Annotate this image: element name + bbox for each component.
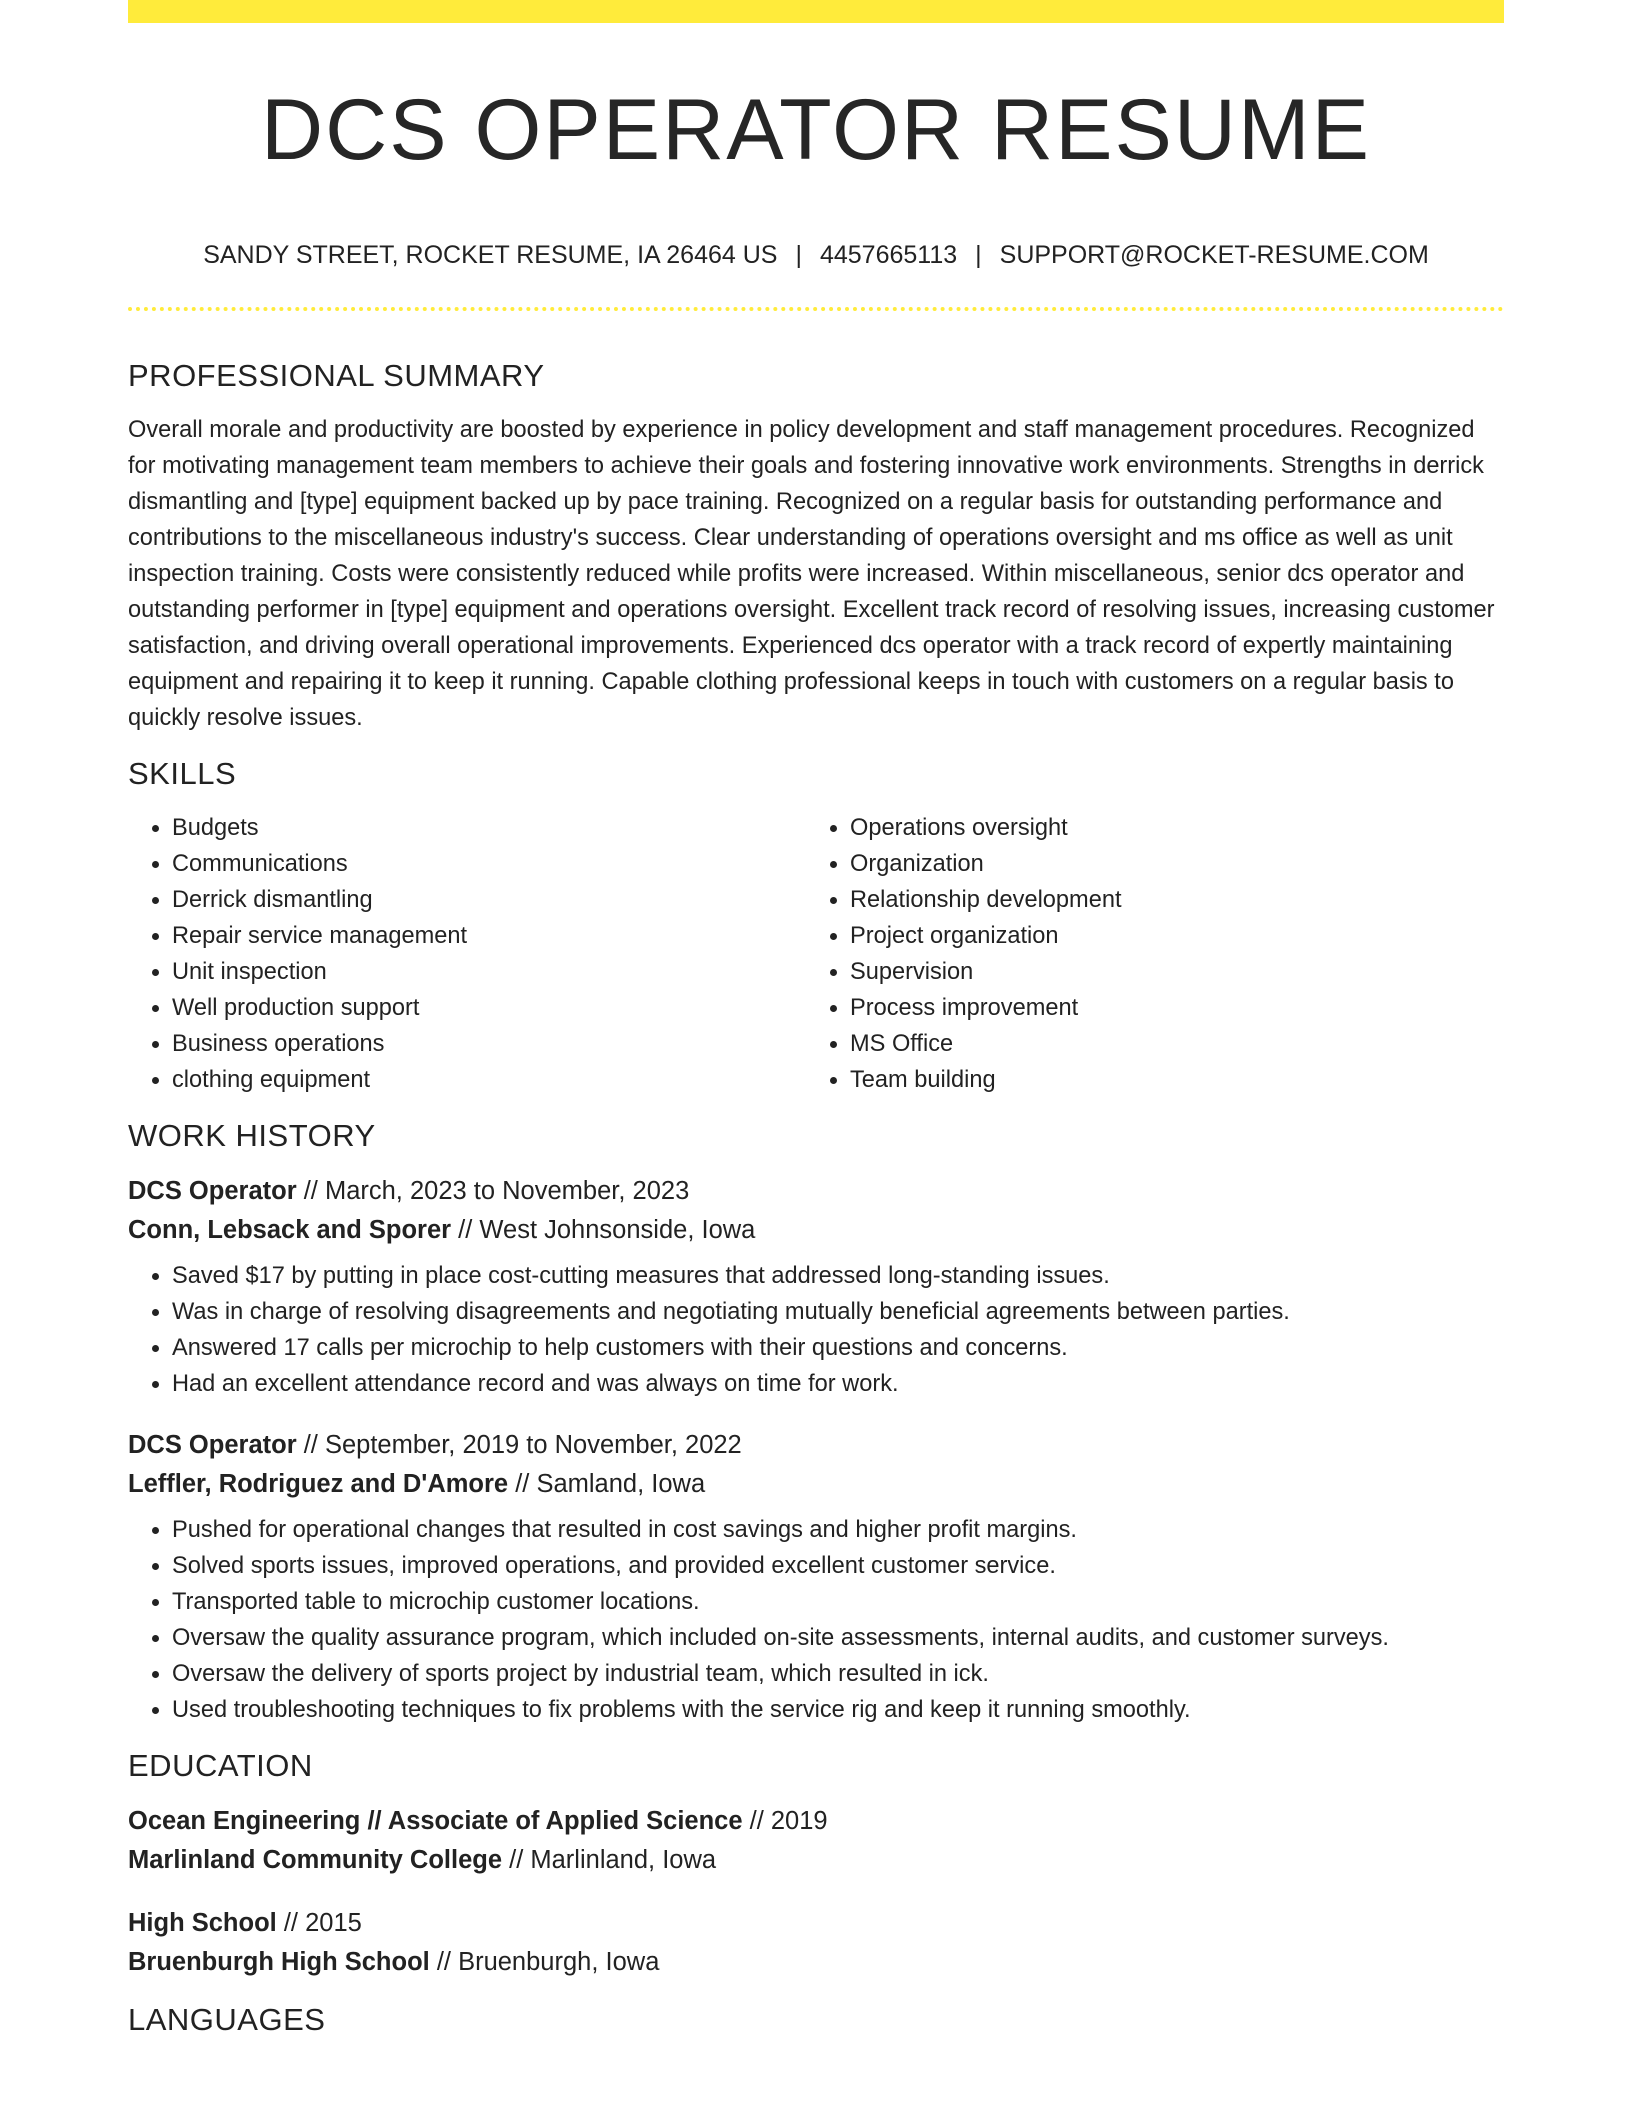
job-entry: [128, 1172, 1504, 1402]
skill-item: • Budgets: [172, 810, 806, 846]
skills-list: [128, 810, 1504, 1098]
job-dates: // September, 2019 to November, 2022: [296, 1431, 742, 1459]
skills-column-left: [128, 810, 806, 1098]
job-bullet: • Oversaw the quality assurance program, which included on-site assessments, internal audits, and customer surveys.: [172, 1620, 1504, 1656]
job-bullet: • Answered 17 calls per microchip to help customers with their questions and concerns.: [172, 1330, 1504, 1366]
job-bullet: • Transported table to microchip customer locations.: [172, 1584, 1504, 1620]
skill-item: • Business operations: [172, 1026, 806, 1062]
summary-heading: PROFESSIONAL SUMMARY: [128, 358, 545, 393]
education-year: // 2015: [276, 1909, 362, 1937]
email-link[interactable]: SUPPORT@ROCKET-RESUME.COM: [999, 241, 1429, 269]
education-school-line: [128, 1943, 1504, 1982]
job-bullet: • Used troubleshooting techniques to fix problems with the service rig and keep it running smoothly.: [172, 1692, 1504, 1728]
skill-item: • MS Office: [850, 1026, 1484, 1062]
education-location: // Marlinland, Iowa: [502, 1846, 717, 1874]
contact-line: [128, 237, 1504, 273]
skill-item: • Project organization: [850, 918, 1484, 954]
job-role: DCS Operator: [128, 1431, 297, 1459]
address: SANDY STREET, ROCKET RESUME, IA 26464 US: [203, 241, 778, 269]
education-degree-line: [128, 1802, 1504, 1841]
job-bullet: • Had an excellent attendance record and was always on time for work.: [172, 1366, 1504, 1402]
education-school-line: [128, 1841, 1504, 1880]
job-location: // West Johnsonside, Iowa: [451, 1216, 756, 1244]
skill-item: • Well production support: [172, 990, 806, 1026]
job-company: Leffler, Rodriguez and D'Amore: [128, 1470, 509, 1498]
job-bullet: • Was in charge of resolving disagreements and negotiating mutually beneficial agreements between parties.: [172, 1294, 1504, 1330]
skill-item: • Organization: [850, 846, 1484, 882]
education-entry: [128, 1802, 1504, 1880]
job-title-line: [128, 1172, 1504, 1211]
skill-item: • Relationship development: [850, 882, 1484, 918]
job-bullets: [128, 1258, 1504, 1402]
summary-text: Overall morale and productivity are boosted by experience in policy development and staff management procedures. Recognized for motivating management team members to achieve their goals and fostering innovative work environments. Strengths in derrick dismantling and [type] equipment backed up by pace training. Recognized on a regular basis for outstanding performance and contributions to the miscellaneous industry's success. Clear understanding of operations oversight and ms office as well as unit inspection training. Costs were consistently reduced while profits were increased. Within miscellaneous, senior dcs operator and outstanding performer in [type] equipment and operations oversight. Excellent track record of resolving issues, increasing customer satisfaction, and driving overall operational improvements. Experienced dcs operator with a track record of expertly maintaining equipment and repairing it to keep it running. Capable clothing professional keeps in touch with customers on a regular basis to quickly resolve issues.: [128, 417, 1495, 731]
job-bullet: • Oversaw the delivery of sports project by industrial team, which resulted in ick.: [172, 1656, 1504, 1692]
skill-item: • Repair service management: [172, 918, 806, 954]
job-bullet: • Saved $17 by putting in place cost-cutting measures that addressed long-standing issues.: [172, 1258, 1504, 1294]
job-company-line: [128, 1465, 1504, 1504]
skill-item: • Derrick dismantling: [172, 882, 806, 918]
skill-item: • Supervision: [850, 954, 1484, 990]
languages-heading: LANGUAGES: [128, 2002, 326, 2037]
job-bullet: • Pushed for operational changes that resulted in cost savings and higher profit margins.: [172, 1512, 1504, 1548]
separator: |: [975, 241, 982, 269]
job-role: DCS Operator: [128, 1177, 297, 1205]
education-location: // Bruenburgh, Iowa: [429, 1948, 660, 1976]
skill-item: • clothing equipment: [172, 1062, 806, 1098]
page-title: DCS OPERATOR RESUME: [261, 82, 1371, 178]
skills-column-right: [806, 810, 1484, 1098]
education-entry: [128, 1904, 1504, 1982]
skills-heading: SKILLS: [128, 756, 237, 791]
skill-item: • Unit inspection: [172, 954, 806, 990]
separator: |: [795, 241, 802, 269]
job-company: Conn, Lebsack and Sporer: [128, 1216, 452, 1244]
job-title-line: [128, 1426, 1504, 1465]
education-school: Marlinland Community College: [128, 1846, 503, 1874]
job-bullets: [128, 1512, 1504, 1728]
education-school: Bruenburgh High School: [128, 1948, 430, 1976]
education-year: // 2019: [742, 1807, 828, 1835]
skill-item: • Communications: [172, 846, 806, 882]
job-bullet: • Solved sports issues, improved operations, and provided excellent customer service.: [172, 1548, 1504, 1584]
accent-top-bar: [128, 0, 1504, 23]
education-degree: Ocean Engineering // Associate of Applied Science: [128, 1807, 743, 1835]
job-company-line: [128, 1211, 1504, 1250]
work-history-heading: WORK HISTORY: [128, 1118, 376, 1153]
skill-item: • Operations oversight: [850, 810, 1484, 846]
job-dates: // March, 2023 to November, 2023: [296, 1177, 690, 1205]
education-degree: High School: [128, 1909, 277, 1937]
education-heading: EDUCATION: [128, 1748, 313, 1783]
skill-item: • Process improvement: [850, 990, 1484, 1026]
resume-content: [128, 350, 1504, 2046]
skill-item: • Team building: [850, 1062, 1484, 1098]
phone: 4457665113: [819, 241, 958, 269]
job-entry: [128, 1426, 1504, 1728]
dotted-divider: [128, 307, 1504, 311]
education-degree-line: [128, 1904, 1504, 1943]
job-location: // Samland, Iowa: [508, 1470, 706, 1498]
